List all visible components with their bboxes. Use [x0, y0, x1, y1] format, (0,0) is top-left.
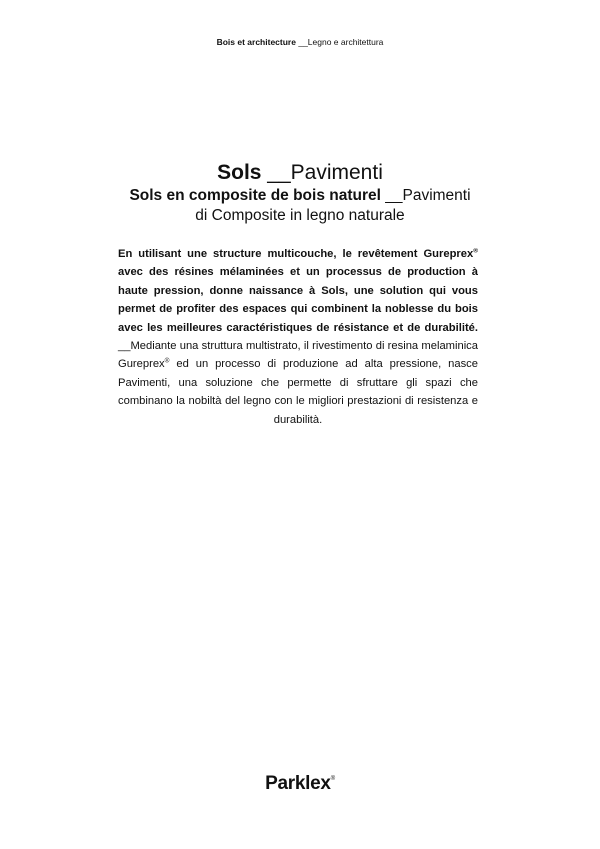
title-french: Sols: [217, 161, 262, 184]
main-title: [0, 160, 600, 186]
logo-text: Parklex: [265, 773, 331, 794]
registered-mark: ®: [473, 247, 478, 255]
title-italian: __Pavimenti: [261, 161, 383, 184]
subtitle-line-2: di Composite in legno naturale: [195, 207, 405, 224]
subtitle-french: Sols en composite de bois naturel: [129, 187, 381, 204]
header-italian: __Legno e architettura: [298, 37, 384, 47]
logo-registered-mark: ®: [330, 776, 335, 782]
subtitle-italian-start: __Pavimenti: [380, 187, 471, 204]
body-italian-start: __Mediante una struttura multistrato, il rivestimento di resina melaminica Gureprex: [118, 340, 478, 371]
title-block: [0, 160, 600, 226]
subtitle-line-1: [0, 186, 600, 206]
body-italian-end: ed un processo di produzione ad alta pressione, nasce Pavimenti, una soluzione che permette di sfruttare gli spazi che combinano la nobiltà del legno con le migliori prestazioni di resistenza e durabilità.: [118, 358, 478, 426]
body-french-end: avec des résines mélaminées et un processus de production à haute pression, donne naissance à Sols, une solution qui vous permet de profiter des espaces qui combinent la noblesse du bois avec les meilleures caractéristiques de résistance et de durabilité.: [118, 266, 478, 334]
body-paragraph: [118, 245, 478, 429]
registered-mark: ®: [164, 357, 170, 365]
header-french: Bois et architecture: [216, 37, 296, 47]
body-french-start: En utilisant une structure multicouche, le revêtement Gureprex: [118, 248, 474, 260]
running-header: [0, 36, 600, 48]
parklex-logo: [0, 773, 600, 795]
